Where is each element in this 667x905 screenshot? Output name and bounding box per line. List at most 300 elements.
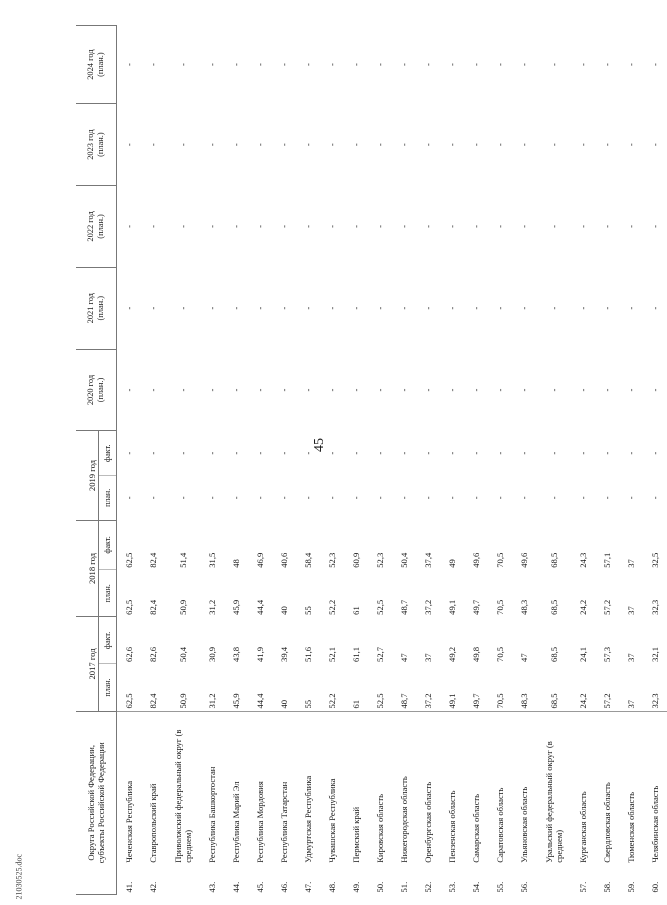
plan-2022-cell: - bbox=[650, 224, 660, 228]
plan-2020-cell: - bbox=[471, 388, 481, 392]
region-name bbox=[595, 711, 619, 865]
fact-2018-cell: 62,5 bbox=[124, 552, 134, 568]
plan-2021-cell: - bbox=[231, 306, 241, 310]
plan-2017-cell: 70,5 bbox=[495, 693, 505, 709]
plan-2017-cell: 40 bbox=[279, 699, 289, 709]
plan-header-2017: план. bbox=[99, 664, 117, 711]
plan-2022-cell: - bbox=[423, 224, 433, 228]
plan-2018-cell: 48,7 bbox=[399, 599, 409, 615]
page-number: 45 bbox=[312, 438, 327, 452]
fact-2018-cell: 70,5 bbox=[495, 552, 505, 568]
fact-2019-cell: - bbox=[375, 451, 385, 455]
plan-2021-cell: - bbox=[255, 306, 265, 310]
plan-2021-cell: - bbox=[327, 306, 337, 310]
region-name-text: Курганская область bbox=[578, 791, 588, 863]
fact-2018-cell: 24,3 bbox=[578, 552, 588, 568]
plan-2020-cell: - bbox=[423, 388, 433, 392]
plan-2023-cell: - bbox=[447, 143, 457, 147]
plan-2017-cell: 48,3 bbox=[519, 693, 529, 709]
plan-2021-cell: - bbox=[495, 306, 505, 310]
plan-2020-cell: - bbox=[578, 388, 588, 392]
plan-2023-cell: - bbox=[578, 143, 588, 147]
region-name bbox=[320, 711, 344, 865]
region-name bbox=[165, 711, 200, 865]
plan-2021-cell: - bbox=[471, 306, 481, 310]
plan-2019-cell: - bbox=[519, 496, 529, 500]
plan-2019-cell: - bbox=[148, 496, 158, 500]
fact-2018-cell: 49,6 bbox=[519, 552, 529, 568]
region-name-text: Челябинская область bbox=[650, 785, 660, 863]
plan-2024-cell: - bbox=[327, 63, 337, 67]
plan-2019-cell: - bbox=[626, 496, 636, 500]
plan-2021-cell: - bbox=[423, 306, 433, 310]
plan-2022-cell: - bbox=[351, 224, 361, 228]
table-row bbox=[117, 26, 142, 895]
region-name bbox=[464, 711, 488, 865]
plan-2022-cell: - bbox=[255, 224, 265, 228]
plan-2019-cell: - bbox=[351, 496, 361, 500]
table-row bbox=[416, 26, 440, 895]
year-2022-label: 2022 год bbox=[86, 211, 95, 242]
year-header-2018: 2018 год bbox=[76, 520, 99, 617]
region-name bbox=[488, 711, 512, 865]
plan-2021-cell: - bbox=[602, 306, 612, 310]
fact-2018-cell: 37 bbox=[626, 559, 636, 568]
region-name bbox=[344, 711, 368, 865]
plan-2017-cell: 62,5 bbox=[124, 693, 134, 709]
table-row bbox=[368, 26, 392, 895]
plan-2024-cell: - bbox=[375, 63, 385, 67]
plan-2022-cell: - bbox=[327, 224, 337, 228]
row-number: 58. bbox=[602, 881, 612, 893]
plan-2024-cell: - bbox=[519, 63, 529, 67]
row-number: 49. bbox=[351, 881, 361, 893]
plan-2020-cell: - bbox=[279, 388, 289, 392]
plan-2018-cell: 49,7 bbox=[471, 599, 481, 615]
fact-2019-cell: - bbox=[519, 451, 529, 455]
row-number: 60. bbox=[650, 881, 660, 893]
plan-2017-cell: 24,2 bbox=[578, 693, 588, 709]
plan-2017-cell: 49,7 bbox=[471, 693, 481, 709]
fact-2018-cell: 40,6 bbox=[279, 552, 289, 568]
fact-2018-cell: 50,4 bbox=[399, 552, 409, 568]
plan-2023-cell: - bbox=[399, 143, 409, 147]
fact-2017-cell: 70,5 bbox=[495, 646, 505, 662]
fact-2018-cell: 52,3 bbox=[327, 552, 337, 568]
plan-2019-cell: - bbox=[255, 496, 265, 500]
fact-2017-cell: 43,8 bbox=[231, 646, 241, 662]
row-number: 52. bbox=[423, 881, 433, 893]
plan-2017-cell: 37 bbox=[626, 699, 636, 709]
row-number: 53. bbox=[447, 881, 457, 893]
region-name-text: Тюменская область bbox=[626, 791, 636, 863]
fact-2018-cell: 82,4 bbox=[148, 552, 158, 568]
table-row bbox=[344, 26, 368, 895]
region-name bbox=[141, 711, 165, 865]
region-name bbox=[272, 711, 296, 865]
fact-2018-cell: 68,5 bbox=[548, 552, 559, 568]
plan-2019-cell: - bbox=[602, 496, 612, 500]
fact-2017-cell: 30,9 bbox=[207, 646, 217, 662]
region-header-line2: субъекты Российской Федерации bbox=[96, 742, 106, 864]
plan-2024-cell: - bbox=[495, 63, 505, 67]
region-name bbox=[248, 711, 272, 865]
plan-2022-cell: - bbox=[375, 224, 385, 228]
row-number bbox=[536, 865, 571, 895]
fact-2019-cell: - bbox=[399, 451, 409, 455]
plan-2022-cell: - bbox=[148, 224, 158, 228]
plan-2019-cell: - bbox=[327, 496, 337, 500]
table-row bbox=[512, 26, 536, 895]
region-name-text: Ставропольский край bbox=[148, 783, 158, 863]
plan-2020-cell: - bbox=[495, 388, 505, 392]
plan-2020-cell: - bbox=[231, 388, 241, 392]
fact-header-2018: факт. bbox=[99, 520, 117, 570]
year-2024-note: (план.) bbox=[96, 52, 105, 77]
plan-2018-cell: 32,3 bbox=[650, 599, 660, 615]
plan-header-2019: план. bbox=[99, 476, 117, 521]
fact-2019-cell: - bbox=[351, 451, 361, 455]
plan-2023-cell: - bbox=[495, 143, 505, 147]
region-name bbox=[392, 711, 416, 865]
plan-2019-cell: - bbox=[423, 496, 433, 500]
plan-2017-cell: 52,2 bbox=[327, 693, 337, 709]
plan-2023-cell: - bbox=[626, 143, 636, 147]
fact-2018-cell: 46,9 bbox=[255, 552, 265, 568]
plan-2021-cell: - bbox=[375, 306, 385, 310]
region-name bbox=[224, 711, 248, 865]
plan-2019-cell: - bbox=[578, 496, 588, 500]
plan-2021-cell: - bbox=[519, 306, 529, 310]
plan-2018-cell: 52,2 bbox=[327, 599, 337, 615]
fact-2018-cell: 52,3 bbox=[375, 552, 385, 568]
plan-2019-cell: - bbox=[650, 496, 660, 500]
plan-2018-cell: 70,5 bbox=[495, 599, 505, 615]
fact-2019-cell: - bbox=[255, 451, 265, 455]
data-table bbox=[76, 25, 667, 895]
plan-2024-cell: - bbox=[148, 63, 158, 67]
plan-2020-cell: - bbox=[124, 388, 134, 392]
fact-2018-cell: 37,4 bbox=[423, 552, 433, 568]
plan-2023-cell: - bbox=[548, 143, 559, 147]
region-name bbox=[368, 711, 392, 865]
plan-2020-cell: - bbox=[207, 388, 217, 392]
row-number: 51. bbox=[399, 881, 409, 893]
region-name bbox=[416, 711, 440, 865]
plan-2018-cell: 37,2 bbox=[423, 599, 433, 615]
region-name-text: Оренбургская область bbox=[423, 781, 433, 863]
table-row bbox=[536, 26, 571, 895]
plan-2017-cell: 45,9 bbox=[231, 693, 241, 709]
year-2020-note: (план.) bbox=[96, 377, 105, 403]
table-row bbox=[224, 26, 248, 895]
plan-2024-cell: - bbox=[303, 63, 313, 67]
plan-2018-cell: 57,2 bbox=[602, 599, 612, 615]
region-name-text: Республика Марий Эл bbox=[231, 781, 241, 863]
plan-2023-cell: - bbox=[279, 143, 289, 147]
plan-2021-cell: - bbox=[399, 306, 409, 310]
fact-2017-cell: 68,5 bbox=[548, 646, 559, 662]
fact-2017-cell: 37 bbox=[626, 653, 636, 662]
plan-2024-cell: - bbox=[471, 63, 481, 67]
plan-2023-cell: - bbox=[351, 143, 361, 147]
plan-2024-cell: - bbox=[626, 63, 636, 67]
table-row bbox=[488, 26, 512, 895]
plan-2017-cell: 55 bbox=[303, 699, 313, 709]
plan-2020-cell: - bbox=[327, 388, 337, 392]
region-name-text: Республика Татарстан bbox=[279, 781, 289, 863]
plan-2018-cell: 37 bbox=[626, 606, 636, 615]
plan-2023-cell: - bbox=[231, 143, 241, 147]
year-2021-label: 2021 год bbox=[86, 293, 95, 324]
region-name bbox=[571, 711, 595, 865]
region-name-text: Чувашская Республика bbox=[327, 778, 337, 863]
fact-header-2017: факт. bbox=[99, 617, 117, 664]
region-header bbox=[76, 711, 117, 894]
plan-2022-cell: - bbox=[602, 224, 612, 228]
file-name: 21030525.doc bbox=[14, 853, 24, 900]
year-header-2020 bbox=[76, 349, 117, 431]
table-row bbox=[141, 26, 165, 895]
table-row bbox=[571, 26, 595, 895]
fact-2019-cell: - bbox=[177, 451, 188, 455]
region-name-text: Кировская область bbox=[375, 794, 385, 863]
region-name-text: Удмуртская Республика bbox=[303, 775, 313, 863]
plan-2020-cell: - bbox=[148, 388, 158, 392]
region-name bbox=[643, 711, 667, 865]
region-name bbox=[117, 711, 142, 865]
fact-2019-cell: - bbox=[578, 451, 588, 455]
plan-2017-cell: 48,7 bbox=[399, 693, 409, 709]
plan-2022-cell: - bbox=[399, 224, 409, 228]
year-header-2017: 2017 год bbox=[76, 617, 99, 711]
plan-2021-cell: - bbox=[207, 306, 217, 310]
plan-2022-cell: - bbox=[519, 224, 529, 228]
plan-2022-cell: - bbox=[548, 224, 559, 228]
plan-2019-cell: - bbox=[399, 496, 409, 500]
region-name bbox=[512, 711, 536, 865]
fact-2019-cell: - bbox=[626, 451, 636, 455]
year-header-2024 bbox=[76, 26, 117, 104]
fact-2019-cell: - bbox=[602, 451, 612, 455]
fact-2017-cell: 47 bbox=[519, 653, 529, 662]
plan-2023-cell: - bbox=[255, 143, 265, 147]
plan-2018-cell: 55 bbox=[303, 606, 313, 615]
plan-2023-cell: - bbox=[471, 143, 481, 147]
fact-2018-cell: 57,1 bbox=[602, 552, 612, 568]
fact-2017-cell: 41,9 bbox=[255, 646, 265, 662]
fact-2018-cell: 51,4 bbox=[177, 552, 188, 568]
year-2024-label: 2024 год bbox=[86, 49, 95, 80]
year-2022-note: (план.) bbox=[96, 214, 105, 239]
plan-2024-cell: - bbox=[255, 63, 265, 67]
fact-2018-cell: 32,5 bbox=[650, 552, 660, 568]
plan-2022-cell: - bbox=[447, 224, 457, 228]
plan-2024-cell: - bbox=[423, 63, 433, 67]
fact-header-2019: факт. bbox=[99, 431, 117, 476]
plan-2017-cell: 50,9 bbox=[177, 693, 188, 709]
plan-2023-cell: - bbox=[375, 143, 385, 147]
table-row bbox=[619, 26, 643, 895]
plan-2024-cell: - bbox=[578, 63, 588, 67]
plan-2020-cell: - bbox=[351, 388, 361, 392]
plan-header-2018: план. bbox=[99, 570, 117, 617]
plan-2019-cell: - bbox=[303, 496, 313, 500]
year-header-2019: 2019 год bbox=[76, 431, 99, 520]
row-number: 50. bbox=[375, 881, 385, 893]
table-row bbox=[440, 26, 464, 895]
fact-2018-cell: 60,9 bbox=[351, 552, 361, 568]
fact-2018-cell: 48 bbox=[231, 559, 241, 568]
plan-2018-cell: 68,5 bbox=[548, 599, 559, 615]
table-row bbox=[392, 26, 416, 895]
fact-2017-cell: 51,6 bbox=[303, 646, 313, 662]
fact-2019-cell: - bbox=[495, 451, 505, 455]
fact-2017-cell: 32,1 bbox=[650, 646, 660, 662]
plan-2019-cell: - bbox=[177, 496, 188, 500]
fact-2017-cell: 50,4 bbox=[177, 646, 188, 662]
fact-2017-cell: 24,1 bbox=[578, 646, 588, 662]
region-name bbox=[440, 711, 464, 865]
fact-2017-cell: 62,6 bbox=[124, 646, 134, 662]
table-row bbox=[248, 26, 272, 895]
plan-2021-cell: - bbox=[148, 306, 158, 310]
plan-2024-cell: - bbox=[447, 63, 457, 67]
plan-2017-cell: 82,4 bbox=[148, 693, 158, 709]
region-name-text: Уральский федеральный округ (в среднем) bbox=[543, 741, 564, 863]
plan-2024-cell: - bbox=[351, 63, 361, 67]
region-name-text: Свердловская область bbox=[602, 782, 612, 863]
table-row bbox=[296, 26, 320, 895]
plan-2023-cell: - bbox=[148, 143, 158, 147]
fact-2019-cell: - bbox=[148, 451, 158, 455]
fact-2017-cell: 39,4 bbox=[279, 646, 289, 662]
fact-2017-cell: 37 bbox=[423, 653, 433, 662]
plan-2017-cell: 49,1 bbox=[447, 693, 457, 709]
row-number: 41. bbox=[124, 881, 134, 893]
year-header-2021 bbox=[76, 267, 117, 349]
region-name-text: Нижегородская область bbox=[399, 776, 409, 863]
plan-2024-cell: - bbox=[231, 63, 241, 67]
plan-2018-cell: 45,9 bbox=[231, 599, 241, 615]
plan-2021-cell: - bbox=[124, 306, 134, 310]
year-2021-note: (план.) bbox=[96, 295, 105, 321]
plan-2019-cell: - bbox=[471, 496, 481, 500]
region-name bbox=[296, 711, 320, 865]
year-header-2023 bbox=[76, 104, 117, 186]
plan-2021-cell: - bbox=[303, 306, 313, 310]
table-row bbox=[200, 26, 224, 895]
region-name-text: Приволжский федеральный округ (в среднем) bbox=[172, 729, 193, 863]
plan-2020-cell: - bbox=[177, 388, 188, 392]
plan-2022-cell: - bbox=[471, 224, 481, 228]
fact-2017-cell: 57,3 bbox=[602, 646, 612, 662]
plan-2024-cell: - bbox=[207, 63, 217, 67]
region-name bbox=[619, 711, 643, 865]
fact-2019-cell: - bbox=[207, 451, 217, 455]
plan-2018-cell: 50,9 bbox=[177, 599, 188, 615]
plan-2023-cell: - bbox=[602, 143, 612, 147]
plan-2024-cell: - bbox=[399, 63, 409, 67]
plan-2020-cell: - bbox=[650, 388, 660, 392]
fact-2019-cell: - bbox=[231, 451, 241, 455]
plan-2020-cell: - bbox=[626, 388, 636, 392]
year-header-2022 bbox=[76, 186, 117, 268]
plan-2024-cell: - bbox=[279, 63, 289, 67]
fact-2019-cell: - bbox=[650, 451, 660, 455]
plan-2022-cell: - bbox=[495, 224, 505, 228]
plan-2020-cell: - bbox=[548, 388, 559, 392]
year-2023-note: (план.) bbox=[96, 132, 105, 157]
plan-2021-cell: - bbox=[626, 306, 636, 310]
row-number: 54. bbox=[471, 881, 481, 893]
plan-2019-cell: - bbox=[207, 496, 217, 500]
plan-2019-cell: - bbox=[548, 496, 559, 500]
fact-2018-cell: 58,4 bbox=[303, 552, 313, 568]
row-number: 47. bbox=[303, 881, 313, 893]
plan-2018-cell: 62,5 bbox=[124, 599, 134, 615]
plan-2020-cell: - bbox=[303, 388, 313, 392]
plan-2017-cell: 52,5 bbox=[375, 693, 385, 709]
plan-2018-cell: 48,3 bbox=[519, 599, 529, 615]
row-number: 44. bbox=[231, 881, 241, 893]
table-row bbox=[643, 26, 667, 895]
plan-2024-cell: - bbox=[177, 63, 188, 67]
plan-2020-cell: - bbox=[447, 388, 457, 392]
plan-2017-cell: 37,2 bbox=[423, 693, 433, 709]
row-number: 45. bbox=[255, 881, 265, 893]
fact-2019-cell: - bbox=[447, 451, 457, 455]
plan-2017-cell: 32,3 bbox=[650, 693, 660, 709]
plan-2017-cell: 44,4 bbox=[255, 693, 265, 709]
row-number: 48. bbox=[327, 881, 337, 893]
table-row bbox=[320, 26, 344, 895]
region-name-text: Пермский край bbox=[351, 806, 361, 863]
plan-2024-cell: - bbox=[548, 63, 559, 67]
plan-2019-cell: - bbox=[231, 496, 241, 500]
plan-2017-cell: 57,2 bbox=[602, 693, 612, 709]
table-row bbox=[165, 26, 200, 895]
fact-2018-cell: 49 bbox=[447, 559, 457, 568]
row-number: 57. bbox=[578, 881, 588, 893]
plan-2021-cell: - bbox=[279, 306, 289, 310]
year-2023-label: 2023 год bbox=[86, 129, 95, 160]
table-row bbox=[595, 26, 619, 895]
fact-2017-cell: 82,6 bbox=[148, 646, 158, 662]
plan-2021-cell: - bbox=[447, 306, 457, 310]
fact-2018-cell: 31,5 bbox=[207, 552, 217, 568]
region-name-text: Ульяновская область bbox=[519, 786, 529, 863]
plan-2023-cell: - bbox=[207, 143, 217, 147]
plan-2018-cell: 82,4 bbox=[148, 599, 158, 615]
row-number: 56. bbox=[519, 881, 529, 893]
plan-2024-cell: - bbox=[650, 63, 660, 67]
plan-2023-cell: - bbox=[519, 143, 529, 147]
plan-2020-cell: - bbox=[399, 388, 409, 392]
region-header-line1: Округа Российской Федерации, bbox=[86, 744, 96, 861]
fact-2019-cell: - bbox=[548, 451, 559, 455]
fact-2017-cell: 61,1 bbox=[351, 646, 361, 662]
region-name-text: Самарская область bbox=[471, 793, 481, 863]
fact-2019-cell: - bbox=[124, 451, 134, 455]
plan-2023-cell: - bbox=[177, 143, 188, 147]
header-row-years bbox=[76, 26, 99, 895]
plan-2020-cell: - bbox=[255, 388, 265, 392]
plan-2020-cell: - bbox=[375, 388, 385, 392]
plan-2019-cell: - bbox=[447, 496, 457, 500]
plan-2024-cell: - bbox=[602, 63, 612, 67]
fact-2019-cell: - bbox=[471, 451, 481, 455]
